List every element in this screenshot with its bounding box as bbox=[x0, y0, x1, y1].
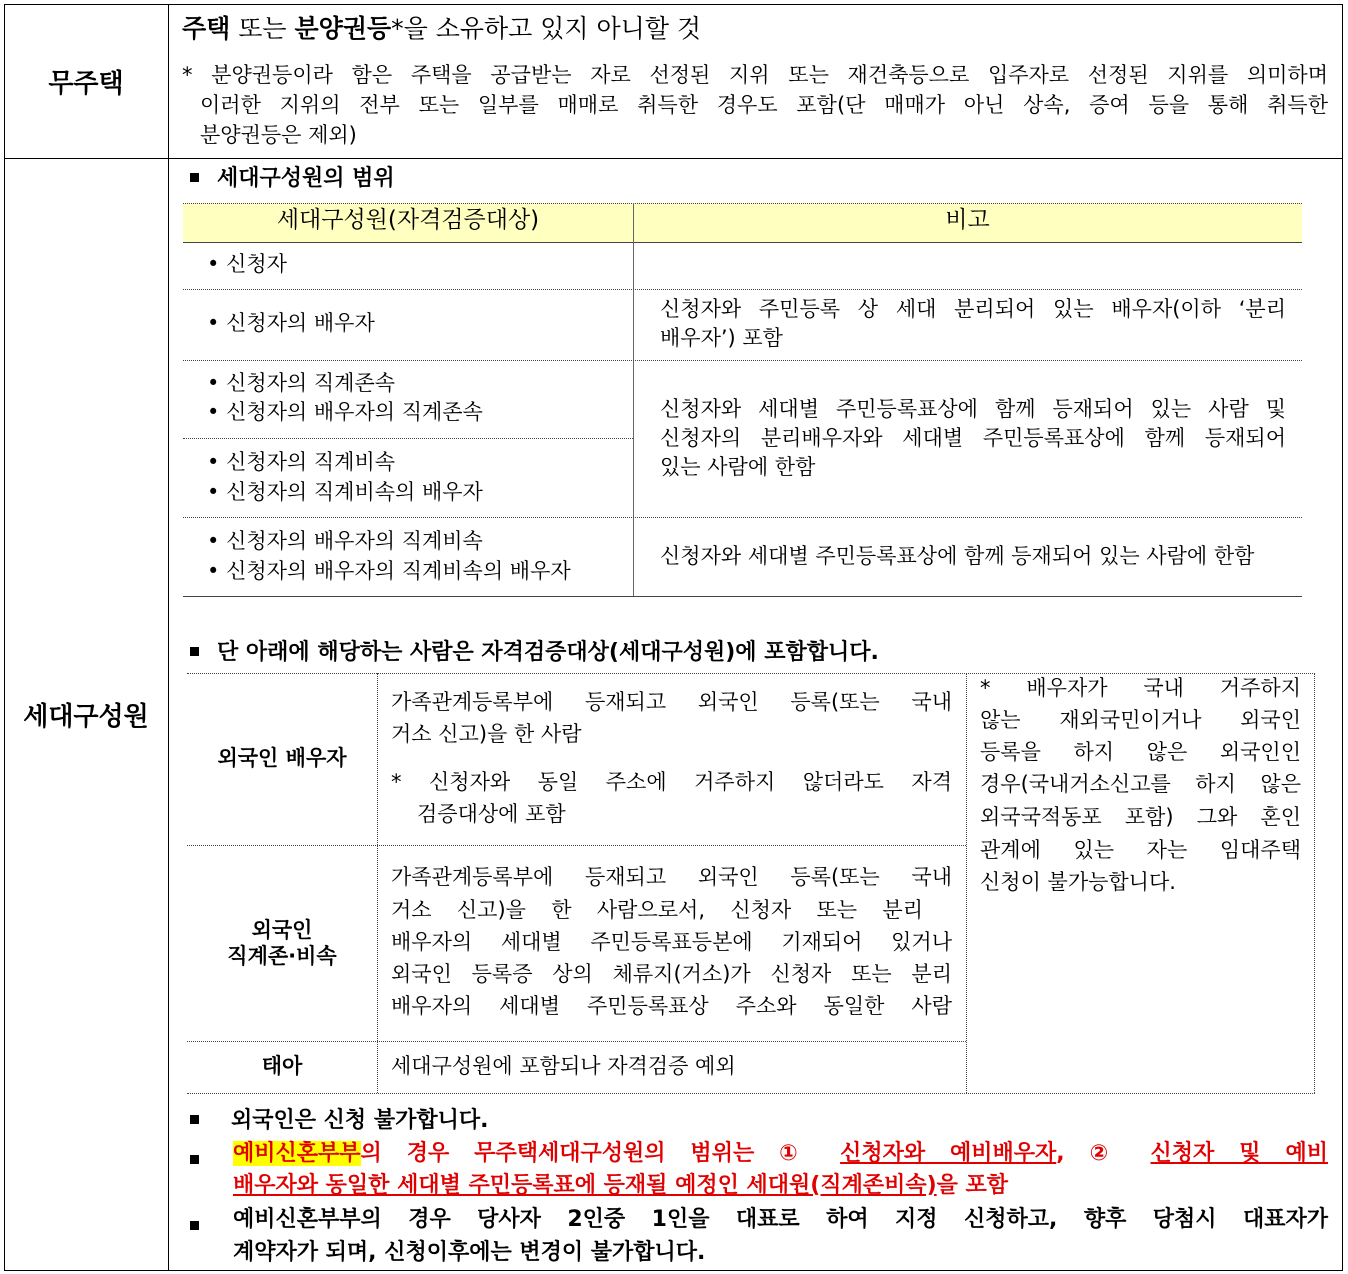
prospective-newlywed-highlight: 예비신혼부부 bbox=[233, 1141, 361, 1166]
scope-r3-member: • 신청자의 직계존속 bbox=[207, 371, 396, 395]
member-text: 신청자의 배우자의 직계비속 bbox=[226, 529, 483, 553]
square-bullet-icon bbox=[190, 1221, 199, 1230]
scope-r4-member: • 신청자의 직계비속 bbox=[207, 450, 396, 474]
scope-table-bottom-line bbox=[183, 596, 1302, 597]
side-note-line6: 관계에 있는 자는 임대주택 bbox=[980, 838, 1301, 862]
note-text: 의 경우 무주택세대구성원의 범위는 ① bbox=[360, 1141, 841, 1166]
member-text: 신청자의 배우자의 직계비속의 배우자 bbox=[226, 559, 571, 583]
foreign-lineal-label-line1: 외국인 bbox=[251, 918, 313, 942]
note-underline-text: 배우자와 동일한 세대별 주민등록표에 등재될 예정인 세대원(직계존비속) bbox=[233, 1173, 937, 1198]
note-underline-text: 신청자 및 예비 bbox=[1150, 1141, 1328, 1166]
scope-r2-note-line2: 배우자’) 포함 bbox=[660, 326, 783, 350]
scope-row-line bbox=[183, 360, 1302, 361]
square-bullet-icon bbox=[190, 1155, 199, 1164]
scope-r4-member: • 신청자의 직계비속의 배우자 bbox=[207, 480, 483, 504]
note-foreigner bbox=[190, 1106, 488, 1135]
side-note-line4: 경우(국내거소신고를 하지 않은 bbox=[980, 772, 1301, 796]
member-text: 신청자 bbox=[226, 252, 287, 276]
scope-title-text: 세대구성원의 범위 bbox=[217, 166, 395, 191]
member-text: 신청자의 배우자의 직계존속 bbox=[226, 400, 483, 424]
foreign-lineal-line4: 외국인 등록증 상의 체류지(거소)가 신청자 또는 분리 bbox=[391, 962, 952, 986]
member-text: 신청자의 직계존속 bbox=[226, 371, 396, 395]
scope-table-top-line bbox=[183, 203, 1302, 204]
include-col-divider-2 bbox=[966, 673, 967, 1093]
scope-title bbox=[190, 164, 395, 193]
headline-presale-rights: 분양권등 bbox=[294, 14, 392, 43]
note-representative-bullet bbox=[190, 1217, 217, 1236]
scope-header-members: 세대구성원(자격검증대상) bbox=[276, 207, 540, 233]
note-representative-line1: 예비신혼부부의 경우 당사자 2인중 1인을 대표로 하여 지정 신청하고, 향후 당첨시 대표자가 bbox=[233, 1207, 1328, 1232]
foreign-lineal-line3: 배우자의 세대별 주민등록표등본에 기재되어 있거나 bbox=[391, 930, 952, 954]
scope-r3-member: • 신청자의 배우자의 직계존속 bbox=[207, 400, 483, 424]
side-note-line1: * 배우자가 국내 거주하지 bbox=[980, 676, 1301, 700]
note-foreigner-text: 외국인은 신청 불가합니다. bbox=[231, 1108, 489, 1133]
square-bullet-icon bbox=[190, 1115, 199, 1124]
scope-r5-member: • 신청자의 배우자의 직계비속 bbox=[207, 529, 483, 553]
side-note-line5: 외국국적동포 포함) 그와 혼인 bbox=[980, 805, 1301, 829]
note-newlywed-line2 bbox=[233, 1171, 1008, 1200]
include-title bbox=[190, 638, 879, 667]
side-note-line2: 않는 재외국민이거나 외국인 bbox=[980, 708, 1301, 732]
member-text: 신청자의 직계비속 bbox=[226, 450, 396, 474]
fetus-text: 세대구성원에 포함되나 자격검증 예외 bbox=[391, 1054, 736, 1078]
scope-row-line bbox=[183, 517, 1302, 518]
scope-header-note: 비고 bbox=[945, 207, 990, 233]
scope-r34-note-line2: 신청자의 분리배우자와 세대별 주민등록표상에 함께 등재되어 bbox=[660, 426, 1286, 450]
include-table-bottom-line bbox=[187, 1093, 1315, 1094]
scope-row-line bbox=[183, 438, 633, 439]
no-house-label: 무주택 bbox=[48, 68, 124, 99]
member-text: 신청자의 배우자 bbox=[226, 311, 375, 335]
no-house-headline bbox=[182, 13, 701, 45]
square-bullet-icon bbox=[190, 647, 199, 656]
include-title-text: 단 아래에 해당하는 사람은 자격검증대상(세대구성원)에 포함합니다. bbox=[217, 640, 879, 665]
no-house-note-line1: * 분양권등이라 함은 주택을 공급받는 자로 선정된 지위 또는 재건축등으로 입주자로 선정된 지위를 의미하며 bbox=[182, 63, 1328, 87]
row-divider bbox=[4, 158, 1343, 159]
scope-r34-note-line3: 있는 사람에 한함 bbox=[660, 455, 816, 479]
note-newlywed-line1 bbox=[233, 1139, 1328, 1168]
foreign-spouse-note2: 검증대상에 포함 bbox=[417, 802, 566, 826]
note-underline-text: 신청자와 예비배우자 bbox=[840, 1141, 1057, 1166]
no-house-note-line2: 이러한 지위의 전부 또는 일부를 매매로 취득한 경우도 포함(단 매매가 아닌 상속, 증여 등을 통해 취득한 bbox=[200, 93, 1328, 117]
side-note-line3: 등록을 하지 않은 외국인인 bbox=[980, 740, 1301, 764]
scope-column-divider bbox=[633, 203, 634, 596]
include-col-divider-1 bbox=[377, 673, 378, 1093]
headline-house: 주택 bbox=[182, 14, 231, 43]
foreign-spouse-line1: 가족관계등록부에 등재되고 외국인 등록(또는 국내 bbox=[391, 690, 952, 714]
label-column-divider bbox=[168, 4, 169, 1271]
square-bullet-icon bbox=[190, 173, 199, 182]
scope-r1-member: • 신청자 bbox=[207, 252, 287, 276]
scope-header-bottom-line bbox=[183, 242, 1302, 243]
scope-r2-note-line1: 신청자와 주민등록 상 세대 분리되어 있는 배우자(이하 ‘분리 bbox=[660, 297, 1286, 321]
member-text: 신청자의 직계비속의 배우자 bbox=[226, 480, 483, 504]
note-text: , ② bbox=[1056, 1141, 1151, 1166]
foreign-lineal-line5: 배우자의 세대별 주민등록표상 주소와 동일한 사람 bbox=[391, 994, 952, 1018]
household-member-label: 세대구성원 bbox=[23, 702, 149, 732]
fetus-label: 태아 bbox=[261, 1054, 303, 1078]
note-text: 을 포함 bbox=[936, 1173, 1009, 1198]
foreign-lineal-label-line2: 직계존·비속 bbox=[227, 944, 337, 968]
headline-or: 또는 bbox=[230, 14, 295, 43]
scope-r5-member: • 신청자의 배우자의 직계비속의 배우자 bbox=[207, 559, 571, 583]
scope-r34-note-line1: 신청자와 세대별 주민등록표상에 함께 등재되어 있는 사람 및 bbox=[660, 397, 1286, 421]
scope-r2-member: • 신청자의 배우자 bbox=[207, 311, 375, 335]
foreign-spouse-note1: * 신청자와 동일 주소에 거주하지 않더라도 자격 bbox=[391, 770, 952, 794]
side-note-line7: 신청이 불가능합니다. bbox=[980, 870, 1176, 894]
include-row-line bbox=[187, 845, 966, 846]
no-house-note-line3: 분양권등은 제외) bbox=[200, 123, 357, 147]
scope-row-line bbox=[183, 289, 1302, 290]
foreign-spouse-label: 외국인 배우자 bbox=[217, 746, 347, 770]
foreign-lineal-line1: 가족관계등록부에 등재되고 외국인 등록(또는 국내 bbox=[391, 865, 952, 889]
headline-rest: *을 소유하고 있지 아니할 것 bbox=[391, 14, 702, 43]
foreign-spouse-line2: 거소 신고)을 한 사람 bbox=[391, 722, 582, 746]
foreign-lineal-line2: 거소 신고)을 한 사람으로서, 신청자 또는 분리 bbox=[391, 898, 923, 922]
note-representative-line2: 계약자가 되며, 신청이후에는 변경이 불가합니다. bbox=[233, 1240, 706, 1265]
include-row-line bbox=[187, 1041, 966, 1042]
scope-r5-note: 신청자와 세대별 주민등록표상에 함께 등재되어 있는 사람에 한함 bbox=[660, 544, 1255, 568]
include-right-edge bbox=[1314, 673, 1315, 1093]
note-newlywed-bullet bbox=[190, 1151, 217, 1170]
